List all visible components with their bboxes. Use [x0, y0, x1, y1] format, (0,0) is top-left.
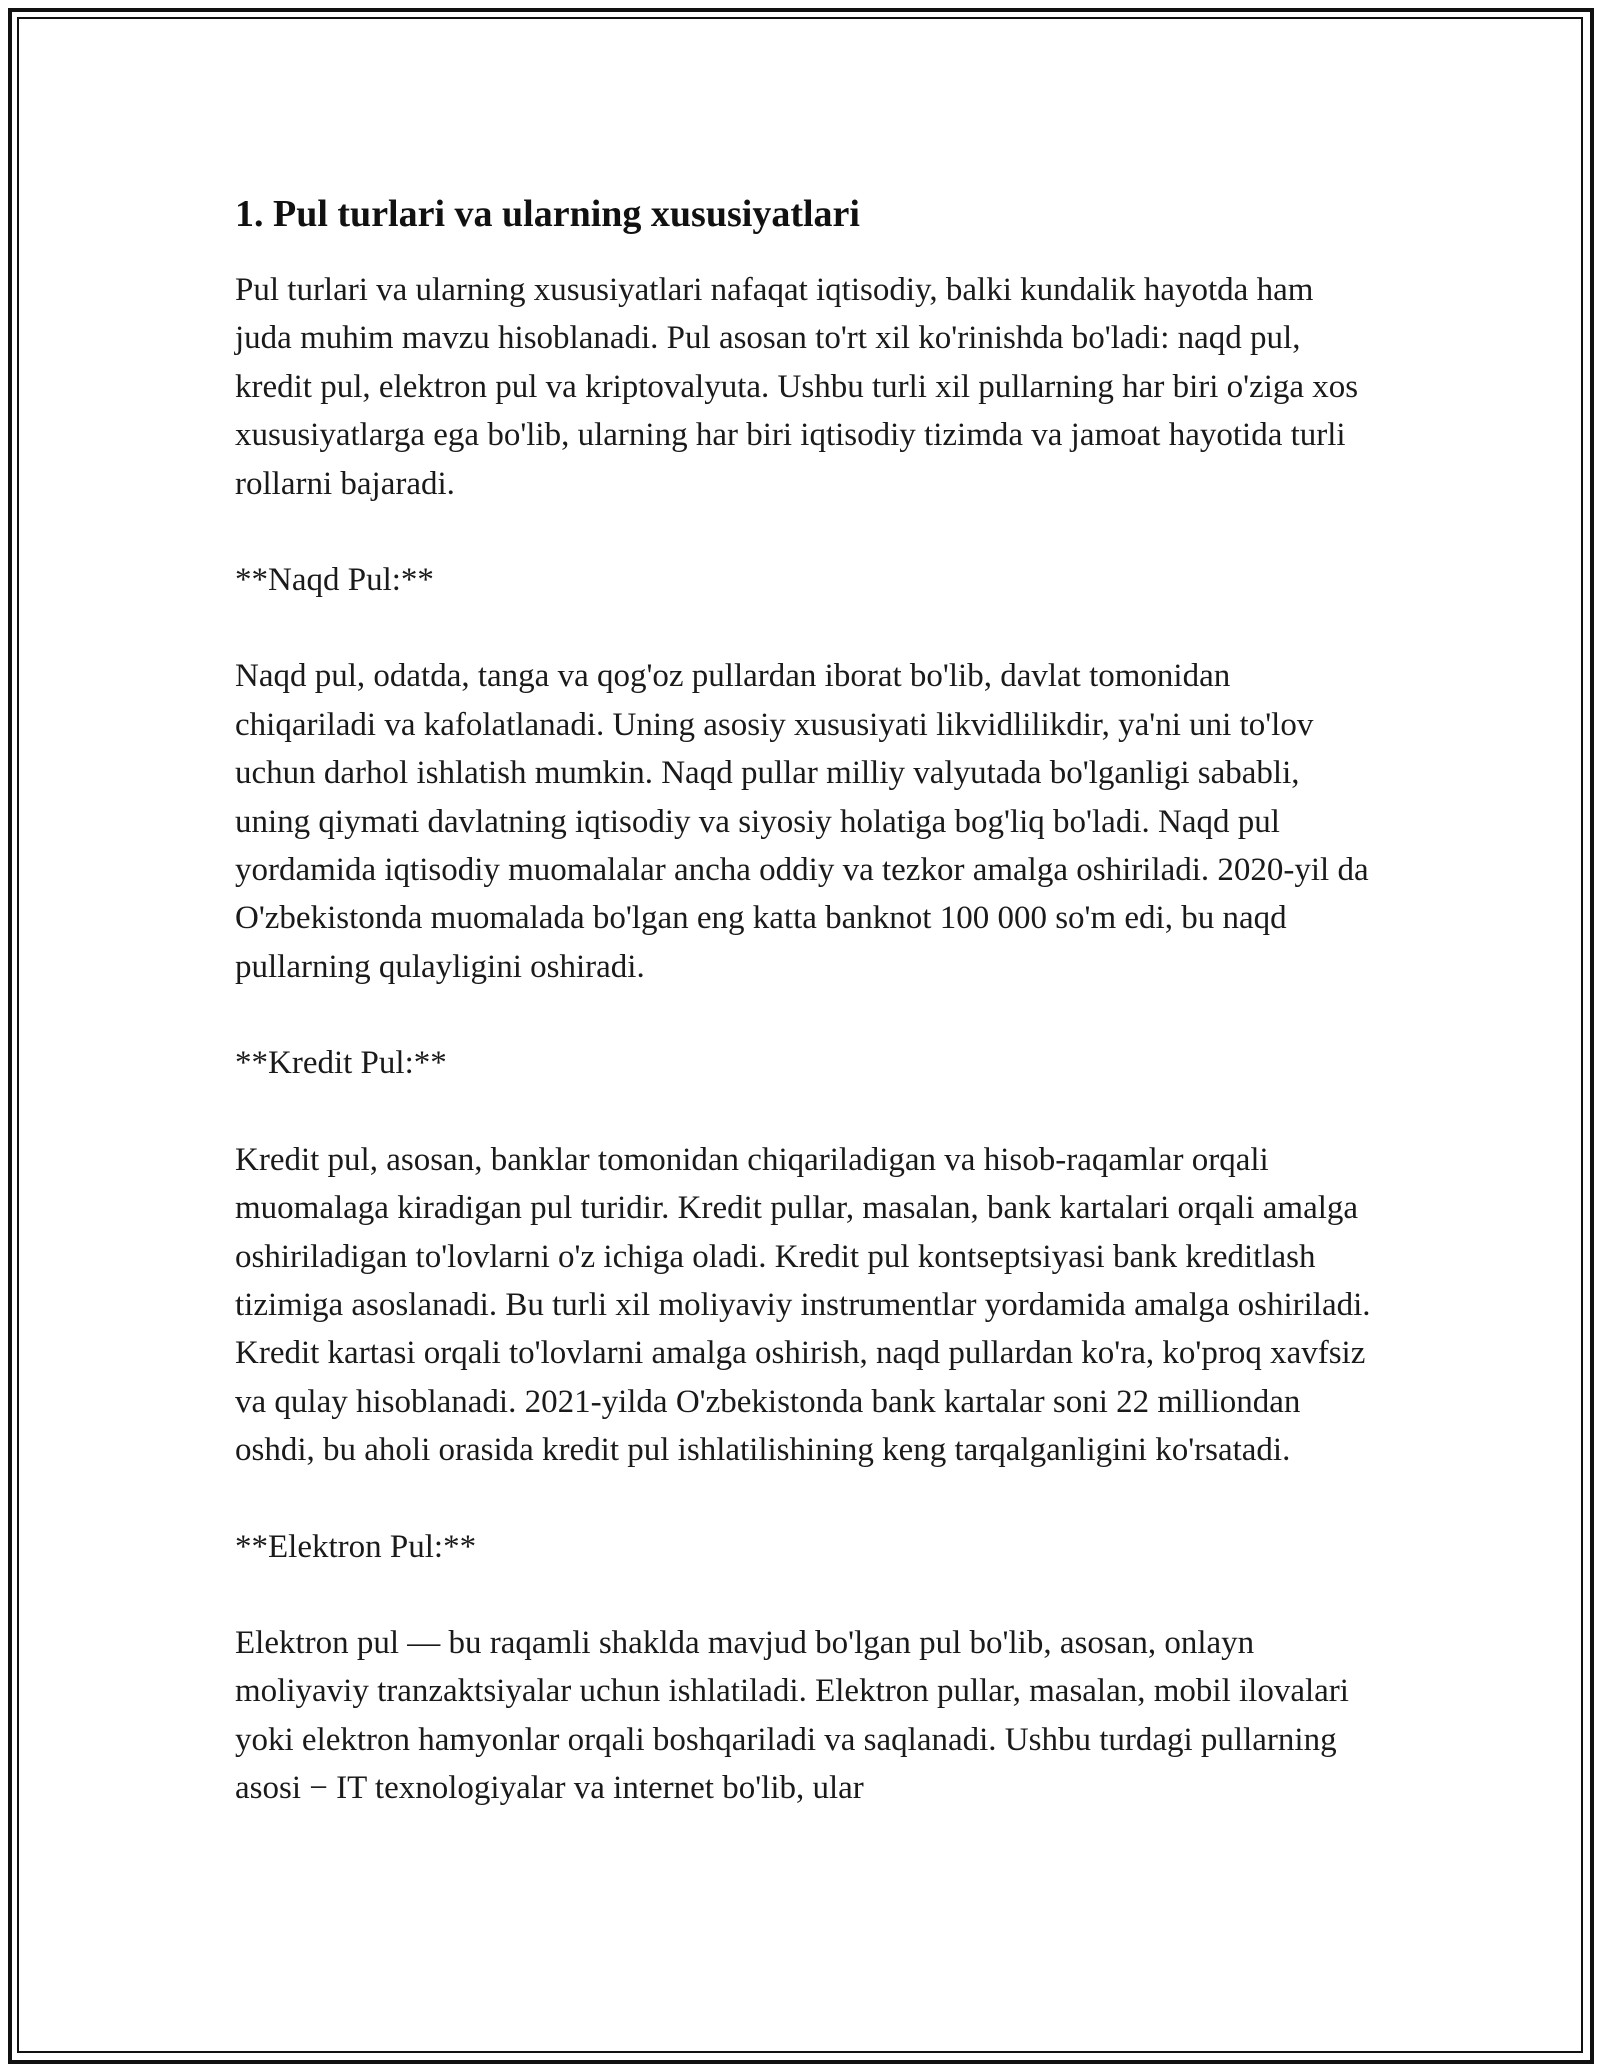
- section-body-kredit-pul: Kredit pul, asosan, banklar tomonidan chiqariladigan va hisob-raqamlar orqali muomalaga kiradigan pul turidir. Kredit pullar, masalan, bank kartalari orqali amalga oshiriladigan to'lovlarni o'z ichiga oladi. Kredit pul kontseptsiyasi bank kreditlash tizimiga asoslanadi. Bu turli xil moliyaviy instrumentlar yordamida amalga oshiriladi. Kredit kartasi orqali to'lovlarni amalga oshirish, naqd pullardan ko'ra, ko'proq xavfsiz va qulay hisoblanadi. 2021-yilda O'zbekistonda bank kartalar soni 22 milliondan oshdi, bu aholi orasida kredit pul ishlatilishining keng tarqalganligini ko'rsatadi.: [235, 1141, 1371, 1469]
- document-title: 1. Pul turlari va ularning xususiyatlari: [235, 193, 860, 235]
- document-body: [235, 188, 1375, 1813]
- section-body-naqd-pul: Naqd pul, odatda, tanga va qog'oz pullardan iborat bo'lib, davlat tomonidan chiqariladi va kafolatlanadi. Uning asosiy xususiyati likvidlilikdir, ya'ni uni to'lov uchun darhol ishlatish mumkin. Naqd pullar milliy valyutada bo'lganligi sababli, uning qiymati davlatning iqtisodiy va siyosiy holatiga bog'liq bo'ladi. Naqd pul yordamida iqtisodiy muomalalar ancha oddiy va tezkor amalga oshiriladi. 2020-yil da O'zbekistonda muomalada bo'lgan eng katta banknot 100 000 so'm edi, bu naqd pullarning qulayligini oshiradi.: [235, 658, 1369, 985]
- section-heading-kredit-pul: **Kredit Pul:**: [235, 1045, 447, 1082]
- section-body-elektron-pul: Elektron pul — bu raqamli shaklda mavjud bo'lgan pul bo'lib, asosan, onlayn moliyaviy tranzaktsiyalar uchun ishlatiladi. Elektron pullar, masalan, mobil ilovalari yoki elektron hamyonlar orqali boshqariladi va saqlanadi. Ushbu turdagi pullarning asosi − IT texnologiyalar va internet bo'lib, ular: [235, 1624, 1349, 1807]
- intro-paragraph: Pul turlari va ularning xususiyatlari nafaqat iqtisodiy, balki kundalik hayotda ham juda muhim mavzu hisoblanadi. Pul asosan to'rt xil ko'rinishda bo'ladi: naqd pul, kredit pul, elektron pul va kriptovalyuta. Ushbu turli xil pullarning har biri o'ziga xos xususiyatlarga ega bo'lib, ularning har biri iqtisodiy tizimda va jamoat hayotida turli rollarni bajaradi.: [235, 272, 1359, 502]
- section-heading-naqd-pul: **Naqd Pul:**: [235, 562, 434, 599]
- section-heading-elektron-pul: **Elektron Pul:**: [235, 1528, 477, 1565]
